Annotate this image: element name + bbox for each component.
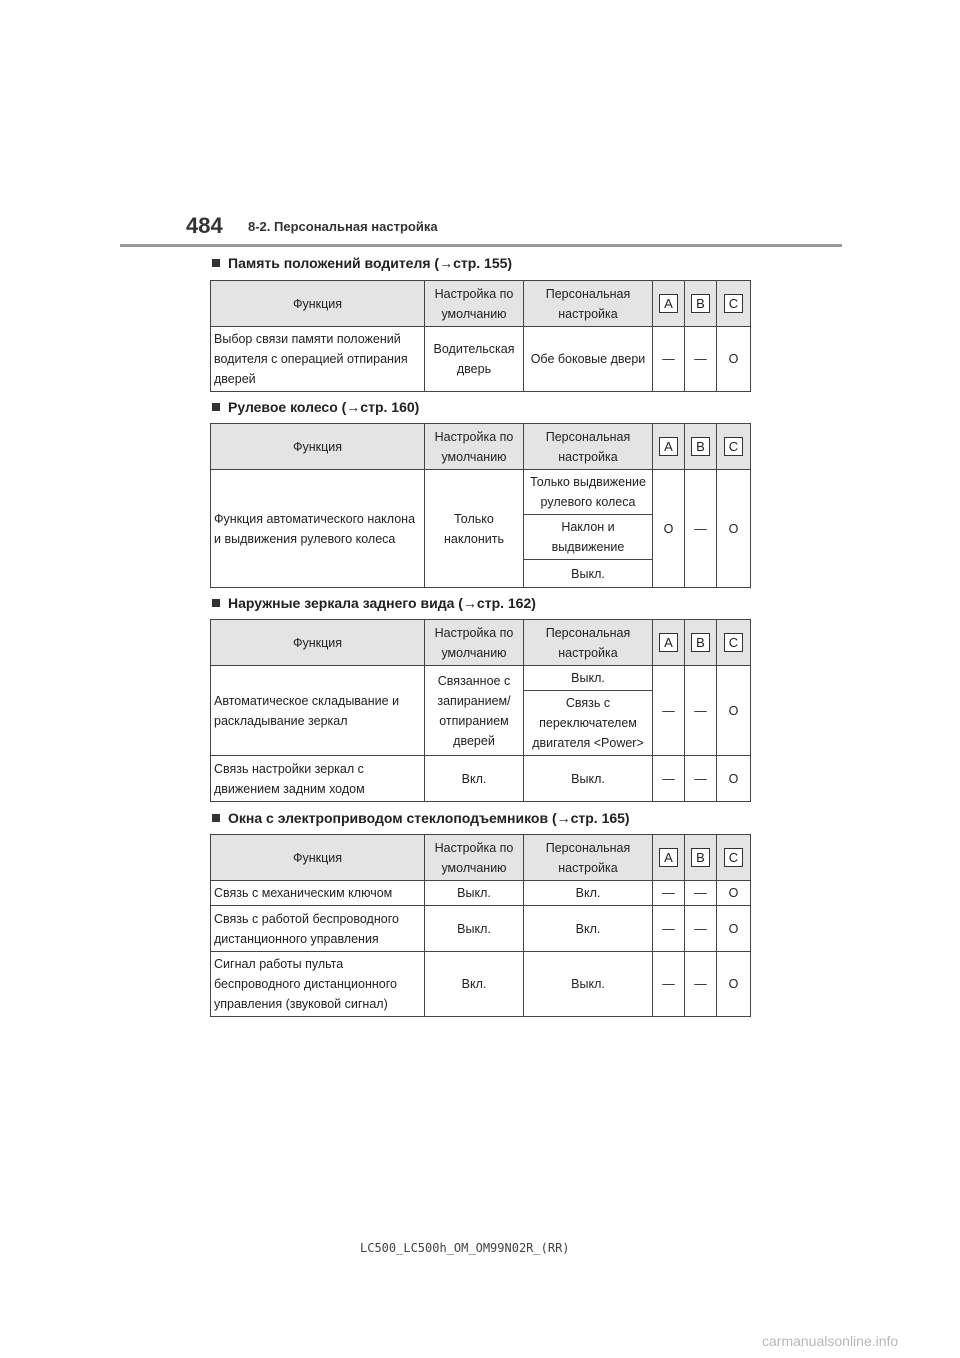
col-c <box>717 281 751 327</box>
cell-a: — <box>653 952 685 1017</box>
cell-function: Сигнал работы пульта беспроводного дистанционного управления (звуковой сигнал) <box>211 952 425 1017</box>
setting-c-box: C <box>724 294 743 313</box>
cell-a: O <box>653 470 685 588</box>
cell-c: O <box>717 666 751 756</box>
col-personal: Персональная настройка <box>524 620 653 666</box>
cell-personal: Выкл. <box>524 952 653 1017</box>
cell-a: — <box>653 327 685 392</box>
cell-default: Вкл. <box>425 952 524 1017</box>
table-mirrors <box>210 619 751 802</box>
col-c <box>717 835 751 881</box>
col-personal: Персональная настройка <box>524 835 653 881</box>
table-row <box>211 906 751 952</box>
setting-b-box: B <box>691 294 710 313</box>
cell-function: Связь с механическим ключом <box>211 881 425 906</box>
bullet-icon <box>212 814 220 822</box>
table-driver-memory <box>210 280 751 392</box>
table-row <box>211 666 751 691</box>
col-default: Настройка по умолчанию <box>425 424 524 470</box>
col-b <box>685 620 717 666</box>
table-header-row <box>211 620 751 666</box>
table-row <box>211 881 751 906</box>
cell-personal-option: Наклон и выдвижение <box>524 515 653 560</box>
setting-a-box: A <box>659 848 678 867</box>
cell-b: — <box>685 470 717 588</box>
cell-personal-option: Только выдвижение рулевого колеса <box>524 470 653 515</box>
cell-b: — <box>685 906 717 952</box>
table-row <box>211 470 751 515</box>
section-heading-mirrors <box>212 595 536 611</box>
cell-c: O <box>717 327 751 392</box>
cell-b: — <box>685 666 717 756</box>
setting-b-box: B <box>691 848 710 867</box>
section-heading-driver-memory <box>212 255 512 271</box>
col-a <box>653 424 685 470</box>
footer-code: LC500_LC500h_OM_OM99N02R_(RR) <box>360 1241 570 1255</box>
setting-b-box: B <box>691 437 710 456</box>
cell-c: O <box>717 756 751 802</box>
cell-c: O <box>717 881 751 906</box>
bullet-icon <box>212 403 220 411</box>
setting-c-box: C <box>724 633 743 652</box>
table-header-row <box>211 424 751 470</box>
cell-personal-option: Выкл. <box>524 666 653 691</box>
col-default: Настройка по умолчанию <box>425 620 524 666</box>
col-a <box>653 281 685 327</box>
col-c <box>717 620 751 666</box>
cell-default: Связанное с запиранием/ отпиранием дверей <box>425 666 524 756</box>
col-b <box>685 424 717 470</box>
col-function: Функция <box>211 620 425 666</box>
table-power-windows <box>210 834 751 1017</box>
col-personal: Персональная настройка <box>524 424 653 470</box>
cell-b: — <box>685 881 717 906</box>
cell-a: — <box>653 666 685 756</box>
col-b <box>685 281 717 327</box>
col-default: Настройка по умолчанию <box>425 281 524 327</box>
col-function: Функция <box>211 424 425 470</box>
heading-text: Рулевое колесо (→стр. 160) <box>228 399 420 415</box>
col-function: Функция <box>211 835 425 881</box>
col-personal: Персональная настройка <box>524 281 653 327</box>
cell-function: Связь с работой беспроводного дистанционного управления <box>211 906 425 952</box>
cell-c: O <box>717 906 751 952</box>
cell-function: Функция автоматического наклона и выдвижения рулевого колеса <box>211 470 425 588</box>
cell-c: O <box>717 470 751 588</box>
table-header-row <box>211 281 751 327</box>
cell-a: — <box>653 881 685 906</box>
table-header-row <box>211 835 751 881</box>
cell-b: — <box>685 756 717 802</box>
section-heading-power-windows <box>212 810 630 826</box>
setting-c-box: C <box>724 848 743 867</box>
header-rule <box>120 244 842 247</box>
cell-personal: Вкл. <box>524 881 653 906</box>
cell-a: — <box>653 756 685 802</box>
cell-c: O <box>717 952 751 1017</box>
page-number: 484 <box>186 213 223 238</box>
setting-b-box: B <box>691 633 710 652</box>
cell-personal-option: Связь с переключателем двигателя <Power> <box>524 691 653 756</box>
bullet-icon <box>212 599 220 607</box>
cell-personal: Обе боковые двери <box>524 327 653 392</box>
cell-function: Связь настройки зеркал с движением задним ходом <box>211 756 425 802</box>
col-default: Настройка по умолчанию <box>425 835 524 881</box>
table-row <box>211 952 751 1017</box>
table-steering-wheel <box>210 423 751 588</box>
cell-default: Выкл. <box>425 881 524 906</box>
cell-personal-option: Выкл. <box>524 560 653 588</box>
heading-text: Наружные зеркала заднего вида (→стр. 162) <box>228 595 536 611</box>
cell-b: — <box>685 327 717 392</box>
col-function: Функция <box>211 281 425 327</box>
cell-default: Вкл. <box>425 756 524 802</box>
col-a <box>653 835 685 881</box>
cell-b: — <box>685 952 717 1017</box>
col-c <box>717 424 751 470</box>
col-a <box>653 620 685 666</box>
cell-personal: Вкл. <box>524 906 653 952</box>
section-heading-steering-wheel <box>212 399 419 415</box>
setting-a-box: A <box>659 633 678 652</box>
cell-a: — <box>653 906 685 952</box>
heading-text: Память положений водителя (→стр. 155) <box>228 255 513 271</box>
setting-a-box: A <box>659 437 678 456</box>
table-row <box>211 327 751 392</box>
col-b <box>685 835 717 881</box>
table-row <box>211 756 751 802</box>
cell-function: Автоматическое складывание и раскладывание зеркал <box>211 666 425 756</box>
bullet-icon <box>212 259 220 267</box>
section-title: 8-2. Персональная настройка <box>248 219 438 234</box>
setting-c-box: C <box>724 437 743 456</box>
cell-personal: Выкл. <box>524 756 653 802</box>
setting-a-box: A <box>659 294 678 313</box>
cell-default: Выкл. <box>425 906 524 952</box>
cell-default: Водительская дверь <box>425 327 524 392</box>
cell-function: Выбор связи памяти положений водителя с операцией отпирания дверей <box>211 327 425 392</box>
site-watermark[interactable]: carmanualsonline.info <box>762 1333 899 1349</box>
cell-default: Только наклонить <box>425 470 524 588</box>
heading-text: Окна с электроприводом стеклоподъемников (→стр. 165) <box>228 810 630 826</box>
